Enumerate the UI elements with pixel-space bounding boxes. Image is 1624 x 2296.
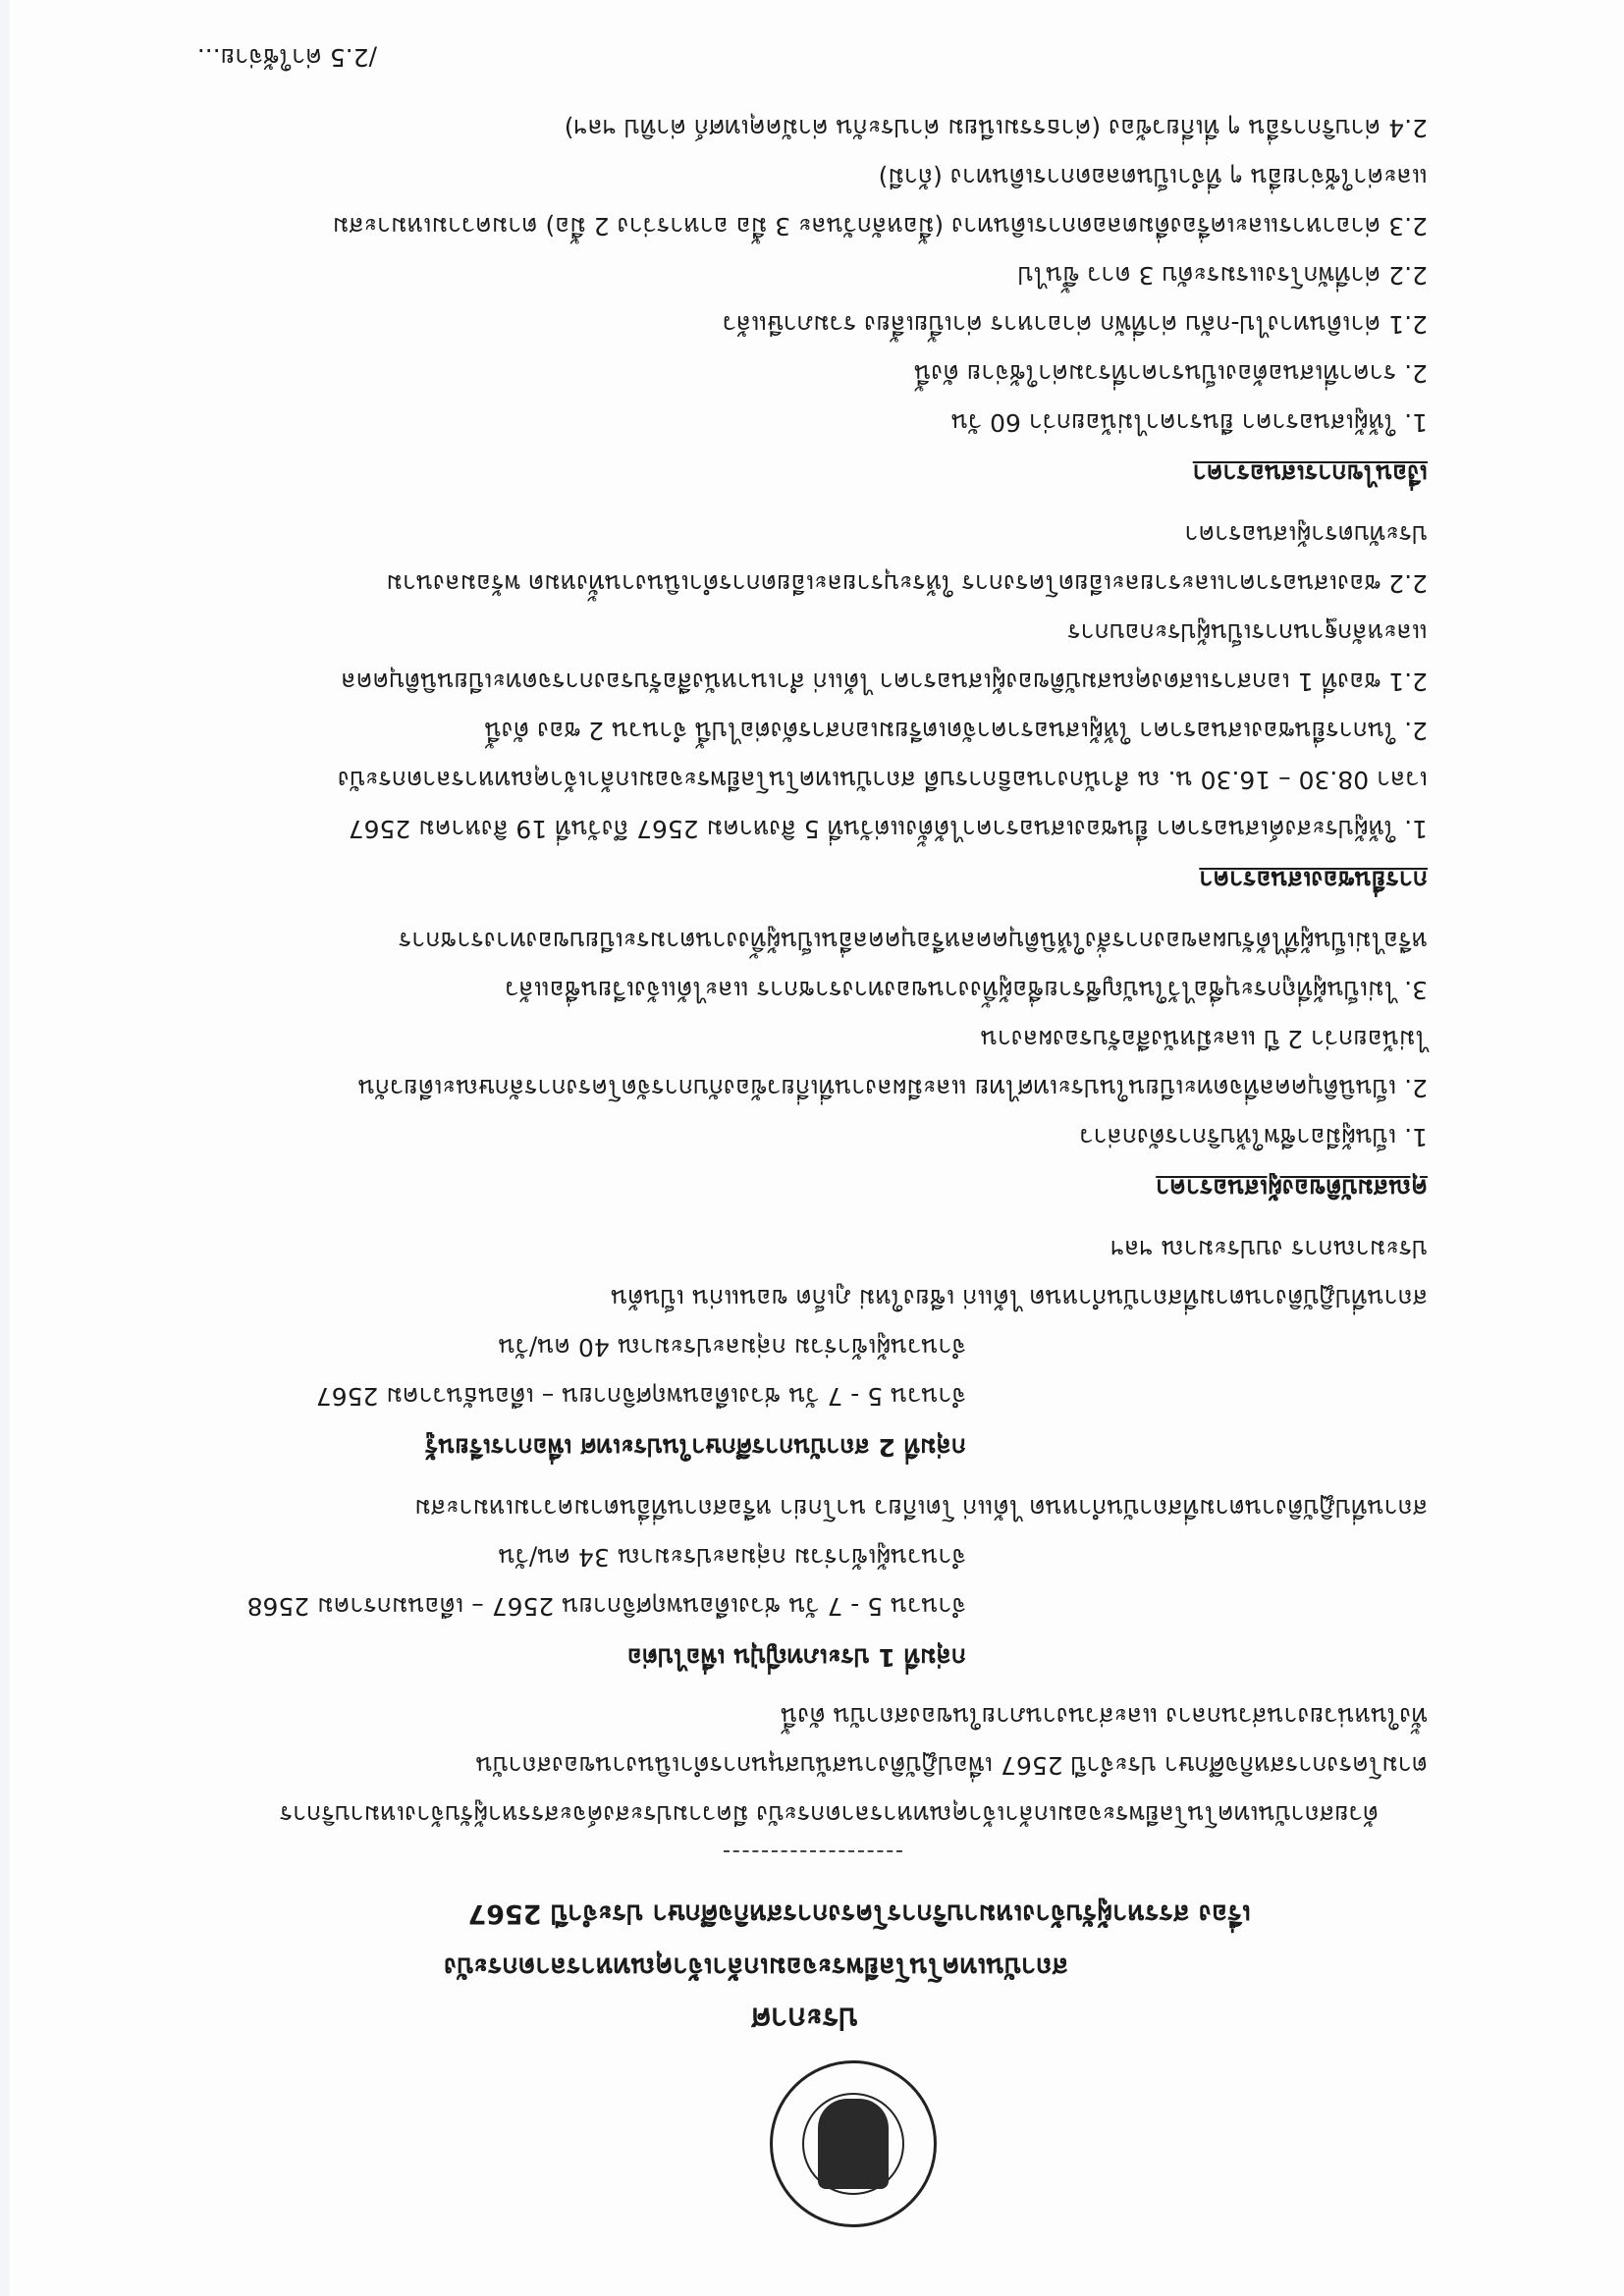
group-line: ประมาณการ งบประมาณ ฯลฯ (1110, 1235, 1428, 1263)
section-heading-submission: การยื่นซองเสนอราคา (1199, 866, 1428, 894)
organization-name: สถาบันเทคโนโลยีพระจอมเกล้าเจ้าคุณทหารลาดกระบัง (444, 1951, 1068, 1982)
submission-item: 1. ให้ผู้ประสงค์เสนอราคา ยื่นซองเสนอราคาได้ตั้งแต่วันที่ 5 สิงหาคม 2567 ถึงวันที่ 19 สิงหาคม 2567 (348, 815, 1428, 843)
submission-item: เวลา 08.30 – 16.30 น. ณ สำนักงานอธิการบดี สถาบันเทคโนโลยีพระจอมเกล้าเจ้าคุณทหารลาดกระบัง (337, 766, 1428, 794)
institution-seal (770, 2060, 937, 2227)
group-line: สถานที่ปฏิบัติงานตามที่สถาบันกำหนด ได้แก่ เชียงใหม่ ภูเก็ต ขอนแก่น เป็นต้น (611, 1284, 1428, 1312)
scan-edge (0, 0, 10, 2296)
condition-item: 2. ราคาที่เสนอต้องเป็นราคาที่รวมค่าใช้จ่าย ดังนี้ (914, 359, 1428, 388)
qualification-item: 1. เป็นผู้มีอาชีพให้บริการดังกล่าว (1079, 1123, 1428, 1151)
page-continuation: /2.5 ค่าใช้จ่าย... (196, 43, 377, 72)
condition-item: 2.1 ค่าเดินทางไป-กลับ ค่าที่พัก ค่าอาหาร ค่าเบี้ยเลี้ยง รวมภาษีแล้ว (722, 310, 1428, 339)
condition-item: 1. ให้ผู้เสนอราคา ยืนราคาไม่น้อยกว่า 60 วัน (950, 408, 1428, 437)
intro-line: ทั้งในหน่วยงานส่วนกลาง และส่วนงานภายในของสถาบัน ดังนี้ (781, 1702, 1428, 1731)
document-subject: เรื่อง สรรหาผู้รับจ้างเหมาบริการโครงการสหกิจศึกษา ประจำปี 2567 (467, 1898, 1251, 1929)
qualification-item: หรือไม่เป็นผู้ที่ได้รับผลของการสั่งให้นิติบุคคลหรือบุคคลอื่นเป็นผู้ทิ้งงานตามระเบียบของทางราชการ (398, 927, 1428, 955)
group-line: จำนวนผู้เข้าร่วม กลุ่มละประมาณ 40 คน/วัน (498, 1333, 966, 1362)
condition-item: 2.4 ค่าบริการอื่น ๆ ที่เกี่ยวข้อง (ค่าธรรมเนียม ค่าประกัน ค่ามัคคุเทศก์ ค่าทิป ฯลฯ) (564, 114, 1428, 142)
intro-line: ด้วยสถาบันเทคโนโลยีพระจอมเกล้าเจ้าคุณทหารลาดกระบัง มีความประสงค์จะสรรหาผู้รับจ้างเหมาบริการ (279, 1800, 1379, 1829)
qualification-item: ไม่น้อยกว่า 2 ปี และมีหนังสือรับรองผลงาน (980, 1025, 1428, 1053)
section-heading-qualifications: คุณสมบัติของผู้เสนอราคา (1156, 1174, 1428, 1202)
seal-emblem-icon (818, 2099, 889, 2189)
document-title: ประกาศ (751, 2001, 858, 2036)
condition-item: และค่าใช้จ่ายอื่น ๆ ที่จำเป็นตลอดการเดินทาง (ถ้ามี) (878, 163, 1428, 191)
section-heading-conditions: เงื่อนไขการเสนอราคา (1192, 459, 1428, 488)
header-divider (724, 1850, 902, 1852)
qualification-item: 3. ไม่เป็นผู้ที่ถูกระบุชื่อไว้ในบัญชีรายชื่อผู้ทิ้งงานของทางราชการ และได้แจ้งเวียนชื่อแล้ว (505, 976, 1428, 1004)
group-heading: กลุ่มที่ 2 สถาบันการศึกษาในประเทศ เพื่อการเรียนรู้ (424, 1433, 966, 1462)
submission-item: ประทับตราผู้เสนอราคา (1184, 520, 1428, 549)
group-heading: กลุ่มที่ 1 ประเภทญี่ปุ่น เพื่อไปต่อ (626, 1643, 966, 1672)
condition-item: 2.2 ค่าที่พักโรงแรมระดับ 3 ดาว ขึ้นไป (1017, 261, 1428, 290)
condition-item: 2.3 ค่าอาหารและเครื่องดื่มตลอดการเดินทาง (มื้อหลักวันละ 3 มื้อ อาหารว่าง 2 มื้อ) ตามความเหมาะสม (332, 212, 1428, 240)
submission-item: 2. ในการยื่นซองเสนอราคา ให้ผู้เสนอราคาจัดเตรียมเอกสารดังต่อไปนี้ จำนวน 2 ซอง ดังนี้ (484, 717, 1428, 745)
group-line: จำนวน 5 - 7 วัน ช่วงเดือนพฤศจิกายน 2567 – เดือนมกราคม 2568 (246, 1592, 966, 1621)
group-line: จำนวน 5 - 7 วัน ช่วงเดือนพฤศจิกายน – เดือนธันวาคม 2567 (315, 1382, 966, 1411)
group-line: จำนวนผู้เข้าร่วม กลุ่มละประมาณ 34 คน/วัน (498, 1543, 966, 1572)
qualification-item: 2. เป็นนิติบุคคลที่จดทะเบียนในประเทศไทย และมีผลงานที่เกี่ยวข้องกับการจัดโครงการลักษณะเดียวกัน (357, 1074, 1428, 1102)
group-line: สถานที่ปฏิบัติงานตามที่สถาบันกำหนด ได้แก่ โตเกียว นาโกย่า หรือสถานที่อื่นตามความเหมาะสม (414, 1494, 1428, 1522)
submission-item: และหลักฐานการเป็นผู้ประกอบการ (1067, 618, 1428, 647)
intro-line: ตามโครงการสหกิจศึกษา ประจำปี 2567 เพื่อปฏิบัติงานสนับสนุนการดำเนินงานของสถาบัน (475, 1751, 1428, 1780)
submission-item: 2.1 ซองที่ 1 เอกสารแสดงคุณสมบัติของผู้เสนอราคา ได้แก่ สำเนาหนังสือรับรองการจดทะเบียนนิติบุคคล (341, 667, 1428, 696)
submission-item: 2.2 ซองเสนอราคาและรายละเอียดโครงการ ให้ระบุรายละเอียดการดำเนินงานทั้งหมด พร้อมลงนาม (386, 569, 1428, 598)
